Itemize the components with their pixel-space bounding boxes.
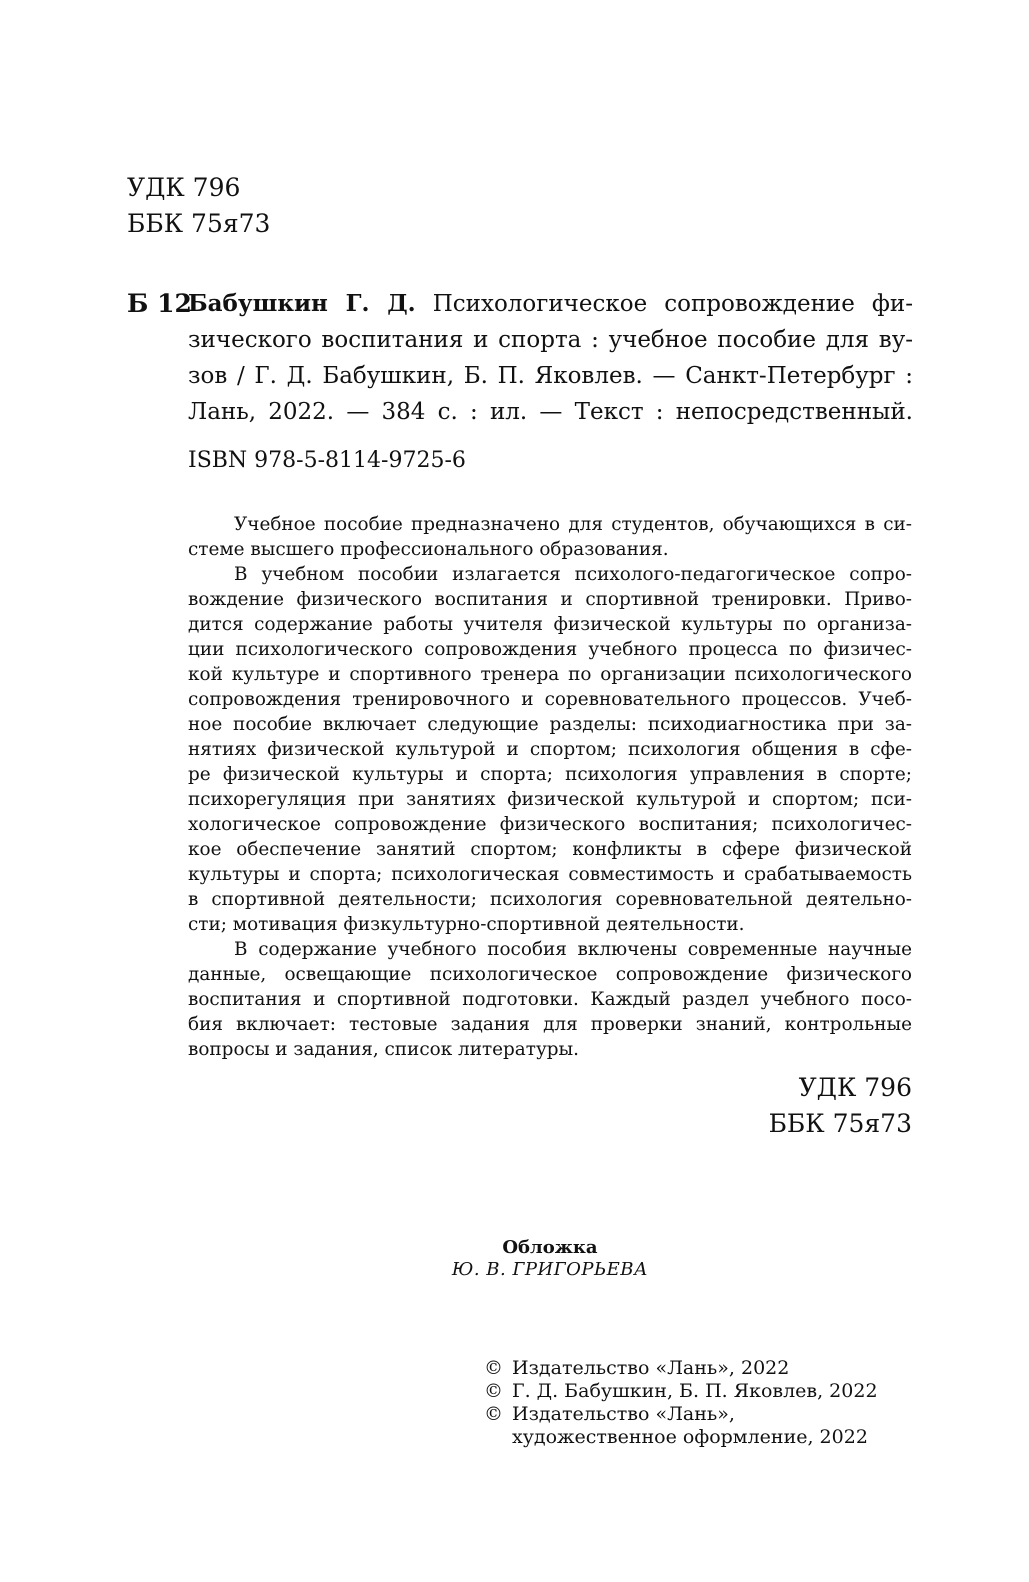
abstract-line: В содержание учебного пособия включены современные научные [234,939,912,960]
copyright-block [484,1357,878,1449]
abstract-line: психорегуляция при занятиях физической культурой и спортом; пси- [188,789,912,810]
copyright-line [484,1426,878,1449]
abstract-line: В учебном пособии излагается психолого-педагогическое сопро- [234,564,912,585]
isbn: ISBN 978-5-8114-9725-6 [188,448,466,473]
abstract-line: воспитания и спортивной подготовки. Каждый раздел учебного посо- [188,989,912,1010]
abstract-line: бия включает: тестовые задания для проверки знаний, контрольные [188,1014,912,1035]
copyright-symbol: © [484,1403,503,1425]
abstract-line: сопровождения тренировочного и соревновательного процессов. Учеб- [188,689,912,710]
abstract [188,512,912,1062]
abstract-paragraph-1 [188,512,912,562]
abstract-line: дится содержание работы учителя физической культуры по организа- [188,614,912,635]
title-start: Психологическое сопровождение фи- [432,291,913,317]
copyright-line [484,1357,878,1380]
abstract-line: сти; мотивация физкультурно-спортивной деятельности. [188,914,745,935]
copyright-text: Издательство «Лань», [512,1403,735,1425]
abstract-line: вождение физического воспитания и спортивной тренировки. Приво- [188,589,912,610]
abstract-paragraph-3 [188,937,912,1062]
abstract-line: ное пособие включает следующие разделы: психодиагностика при за- [188,714,912,735]
cover-credit [430,1237,670,1281]
abstract-line: данные, освещающие психологическое сопровождение физического [188,964,912,985]
abstract-line: Учебное пособие предназначено для студентов, обучающихся в си- [234,514,912,535]
bibliographic-record [188,286,913,430]
abstract-line: вопросы и задания, список литературы. [188,1039,580,1060]
biblio-line-3: зов / Г. Д. Бабушкин, Б. П. Яковлев. — Санкт-Петербург : [188,363,913,389]
author-sign: Б 12 [127,289,192,318]
copyright-text: Издательство «Лань», 2022 [512,1357,790,1379]
udk-code: УДК 796 [127,173,241,202]
copyright-text: художественное оформление, 2022 [512,1426,868,1448]
abstract-line: кое обеспечение занятий спортом; конфликты в сфере физической [188,839,912,860]
abstract-line: ции психологического сопровождения учебного процесса по физичес- [188,639,912,660]
abstract-line: ре физической культуры и спорта; психология управления в спорте; [188,764,912,785]
copyright-symbol: © [484,1380,503,1402]
abstract-line: кой культуре и спортивного тренера по организации психологического [188,664,912,685]
classification-bottom [769,1070,912,1142]
copyright-symbol: © [484,1357,503,1379]
abstract-line: культуры и спорта; психологическая совместимость и срабатываемость [188,864,912,885]
copyright-line [484,1403,878,1426]
copyright-line [484,1380,878,1403]
abstract-line: хологическое сопровождение физического воспитания; психологичес- [188,814,912,835]
biblio-line-4: Лань, 2022. — 384 с. : ил. — Текст : непосредственный. [188,399,913,425]
bbk-code: ББК 75я73 [768,1109,912,1138]
abstract-line: нятиях физической культурой и спортом; психология общения в сфе- [188,739,912,760]
bbk-code: ББК 75я73 [127,209,271,238]
abstract-line: стеме высшего профессионального образования. [188,539,669,560]
cover-label: Обложка [502,1237,598,1258]
biblio-line-2: зического воспитания и спорта : учебное пособие для ву- [188,327,913,353]
classification-top [127,170,270,242]
udk-code: УДК 796 [798,1073,912,1102]
cover-designer: Ю. В. ГРИГОРЬЕВА [451,1259,649,1280]
biblio-line-1 [188,286,913,322]
abstract-paragraph-2 [188,562,912,937]
author-name: Бабушкин Г. Д. [188,290,416,317]
abstract-line: в спортивной деятельности; психология соревновательной деятельно- [188,889,912,910]
copyright-text: Г. Д. Бабушкин, Б. П. Яковлев, 2022 [512,1380,878,1402]
